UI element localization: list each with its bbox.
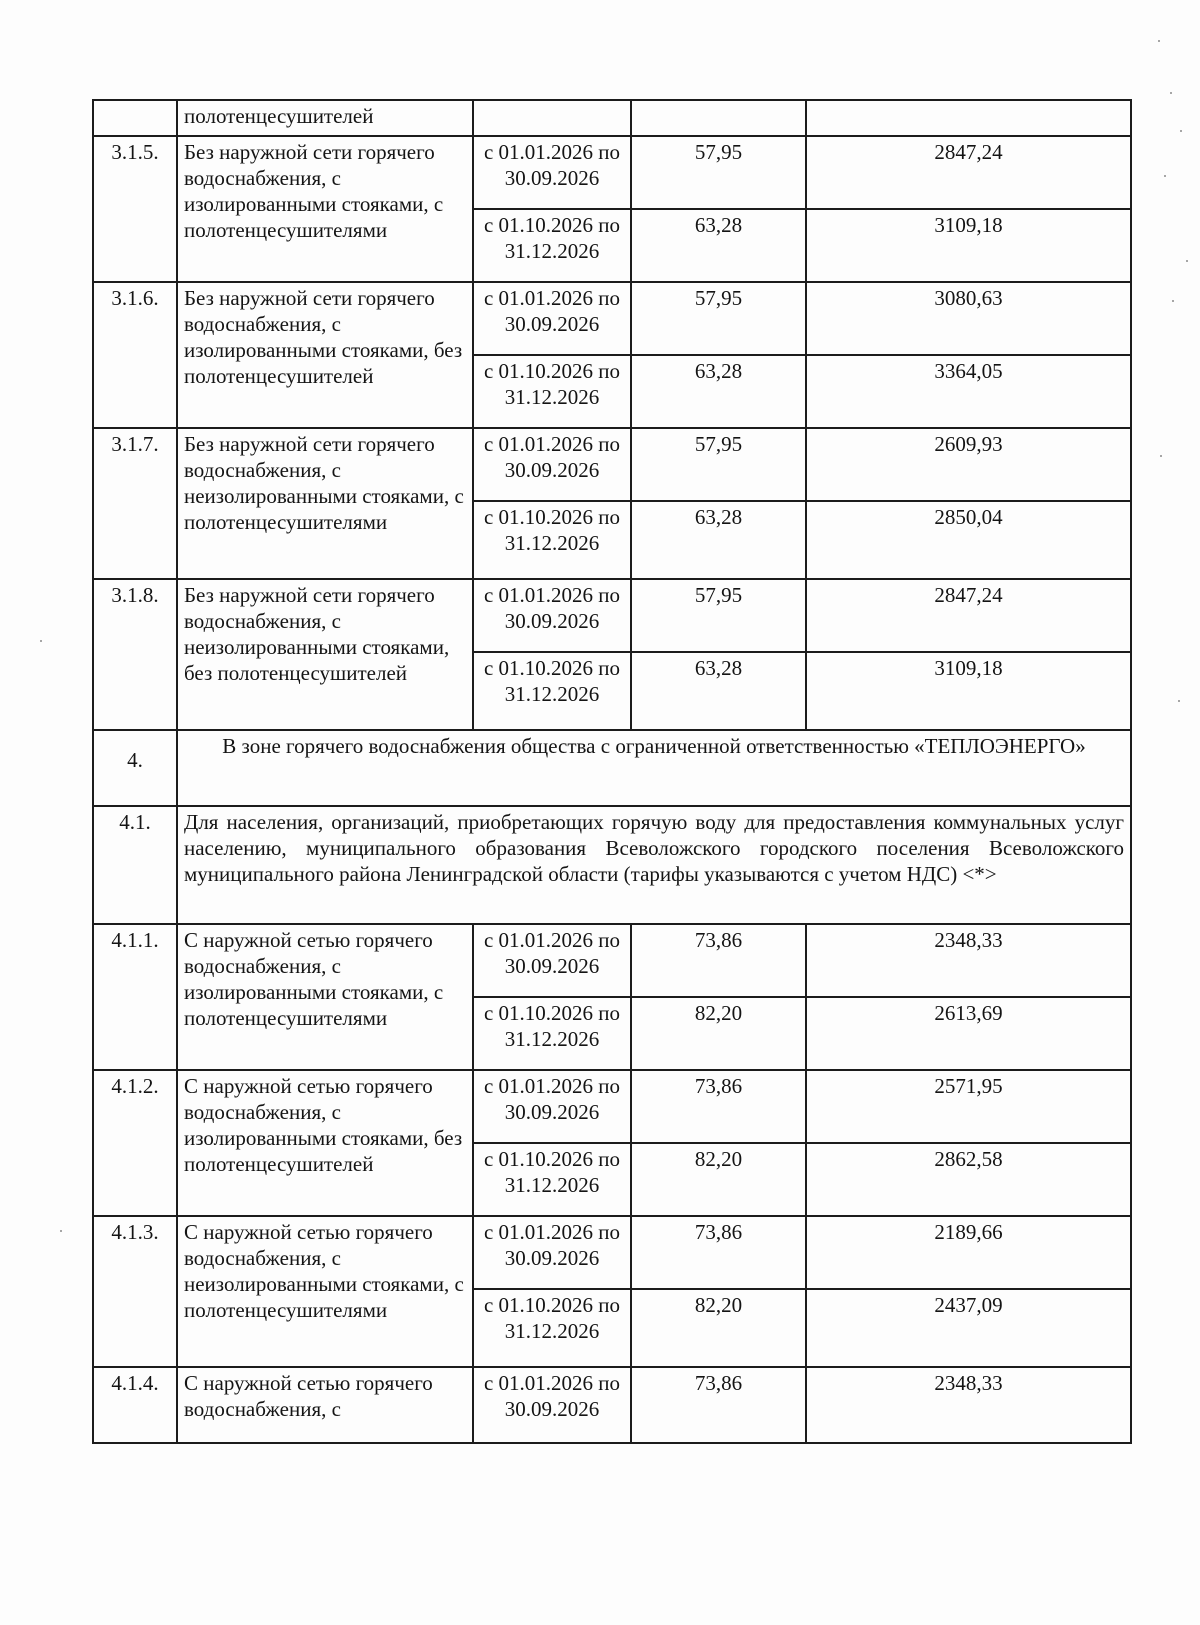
price-cell: 82,20: [631, 997, 806, 1070]
period-cell: с 01.01.2026 по 30.09.2026: [473, 579, 631, 652]
scan-speck: [40, 640, 42, 642]
table-row: [93, 579, 1131, 652]
tariff-cell: 3364,05: [806, 355, 1131, 428]
row-number-cell: [93, 100, 177, 136]
row-number-cell: 4.1.4.: [93, 1367, 177, 1443]
scan-speck: [60, 1230, 62, 1232]
row-number-cell: 4.1.3.: [93, 1216, 177, 1367]
scan-speck: [1172, 300, 1174, 302]
period-cell: с 01.01.2026 по 30.09.2026: [473, 136, 631, 209]
scan-speck: [1178, 700, 1180, 702]
scan-speck: [1180, 130, 1182, 132]
price-cell: 63,28: [631, 501, 806, 579]
period-cell: с 01.10.2026 по 31.12.2026: [473, 501, 631, 579]
section-row: [93, 730, 1131, 806]
scan-speck: [1186, 260, 1188, 262]
period-cell: с 01.10.2026 по 31.12.2026: [473, 355, 631, 428]
price-cell: 63,28: [631, 355, 806, 428]
row-number-cell: 3.1.7.: [93, 428, 177, 579]
subsection-number-cell: 4.1.: [93, 806, 177, 924]
section-number-cell: 4.: [93, 730, 177, 806]
description-cell: С наружной сетью горячего водоснабжения, с неизолированными стояками, с полотенцесушителями: [177, 1216, 473, 1367]
tariff-cell: 2847,24: [806, 136, 1131, 209]
scan-speck: [1170, 92, 1172, 94]
tariff-cell: 2348,33: [806, 1367, 1131, 1443]
price-cell: 63,28: [631, 209, 806, 282]
period-cell: с 01.10.2026 по 31.12.2026: [473, 1143, 631, 1216]
tariff-cell: 2862,58: [806, 1143, 1131, 1216]
period-cell: с 01.10.2026 по 31.12.2026: [473, 997, 631, 1070]
price-cell: 57,95: [631, 282, 806, 355]
description-cell: полотенцесушителей: [177, 100, 473, 136]
price-cell: 82,20: [631, 1289, 806, 1367]
description-cell: Без наружной сети горячего водоснабжения, с неизолированными стояками, с полотенцесушителями: [177, 428, 473, 579]
table-row: [93, 1367, 1131, 1443]
price-cell: 73,86: [631, 924, 806, 997]
tariff-cell: 3080,63: [806, 282, 1131, 355]
tariff-cell: 2847,24: [806, 579, 1131, 652]
tariff-cell: 2189,66: [806, 1216, 1131, 1289]
row-number-cell: 3.1.5.: [93, 136, 177, 282]
tariff-cell: 2613,69: [806, 997, 1131, 1070]
tariff-cell: 2571,95: [806, 1070, 1131, 1143]
price-cell: 63,28: [631, 652, 806, 730]
description-cell: С наружной сетью горячего водоснабжения, с изолированными стояками, с полотенцесушителями: [177, 924, 473, 1070]
scan-speck: [1160, 455, 1162, 457]
period-cell: с 01.10.2026 по 31.12.2026: [473, 1289, 631, 1367]
period-cell: с 01.01.2026 по 30.09.2026: [473, 428, 631, 501]
table-row-continued: [93, 100, 1131, 136]
period-cell: с 01.01.2026 по 30.09.2026: [473, 1070, 631, 1143]
price-cell: 73,86: [631, 1216, 806, 1289]
price-cell: 57,95: [631, 136, 806, 209]
tariff-table-body: [93, 100, 1131, 1443]
period-cell: с 01.01.2026 по 30.09.2026: [473, 1367, 631, 1443]
period-cell: с 01.10.2026 по 31.12.2026: [473, 209, 631, 282]
description-cell: Без наружной сети горячего водоснабжения, с изолированными стояками, без полотенцесушителей: [177, 282, 473, 428]
price-cell: [631, 100, 806, 136]
tariff-cell: 2348,33: [806, 924, 1131, 997]
tariff-cell: 2437,09: [806, 1289, 1131, 1367]
subsection-text-cell: Для населения, организаций, приобретающих горячую воду для предоставления коммунальных услуг населению, муниципального образования Всеволожского городского поселения Всеволожского муниципального района Ленинградской области (тарифы указываются с учетом НДС) <*>: [177, 806, 1131, 924]
section-title-cell: В зоне горячего водоснабжения общества с ограниченной ответственностью «ТЕПЛОЭНЕРГО»: [177, 730, 1131, 806]
row-number-cell: 4.1.2.: [93, 1070, 177, 1216]
table-row: [93, 282, 1131, 355]
table-row: [93, 1216, 1131, 1289]
tariff-cell: [806, 100, 1131, 136]
row-number-cell: 3.1.6.: [93, 282, 177, 428]
period-cell: с 01.01.2026 по 30.09.2026: [473, 1216, 631, 1289]
price-cell: 57,95: [631, 428, 806, 501]
table-row: [93, 428, 1131, 501]
tariff-table: [92, 99, 1132, 1444]
table-row: [93, 1070, 1131, 1143]
tariff-cell: 2850,04: [806, 501, 1131, 579]
price-cell: 73,86: [631, 1367, 806, 1443]
tariff-cell: 3109,18: [806, 209, 1131, 282]
scan-speck: [1164, 175, 1166, 177]
subsection-row: [93, 806, 1131, 924]
price-cell: 82,20: [631, 1143, 806, 1216]
scan-speck: [1158, 40, 1160, 42]
period-cell: с 01.10.2026 по 31.12.2026: [473, 652, 631, 730]
period-cell: с 01.01.2026 по 30.09.2026: [473, 282, 631, 355]
description-cell: С наружной сетью горячего водоснабжения, с: [177, 1367, 473, 1443]
description-cell: Без наружной сети горячего водоснабжения, с изолированными стояками, с полотенцесушителями: [177, 136, 473, 282]
description-cell: С наружной сетью горячего водоснабжения, с изолированными стояками, без полотенцесушителей: [177, 1070, 473, 1216]
tariff-cell: 2609,93: [806, 428, 1131, 501]
description-cell: Без наружной сети горячего водоснабжения, с неизолированными стояками, без полотенцесушителей: [177, 579, 473, 730]
price-cell: 73,86: [631, 1070, 806, 1143]
period-cell: с 01.01.2026 по 30.09.2026: [473, 924, 631, 997]
price-cell: 57,95: [631, 579, 806, 652]
table-row: [93, 924, 1131, 997]
row-number-cell: 3.1.8.: [93, 579, 177, 730]
row-number-cell: 4.1.1.: [93, 924, 177, 1070]
table-row: [93, 136, 1131, 209]
tariff-cell: 3109,18: [806, 652, 1131, 730]
period-cell: [473, 100, 631, 136]
